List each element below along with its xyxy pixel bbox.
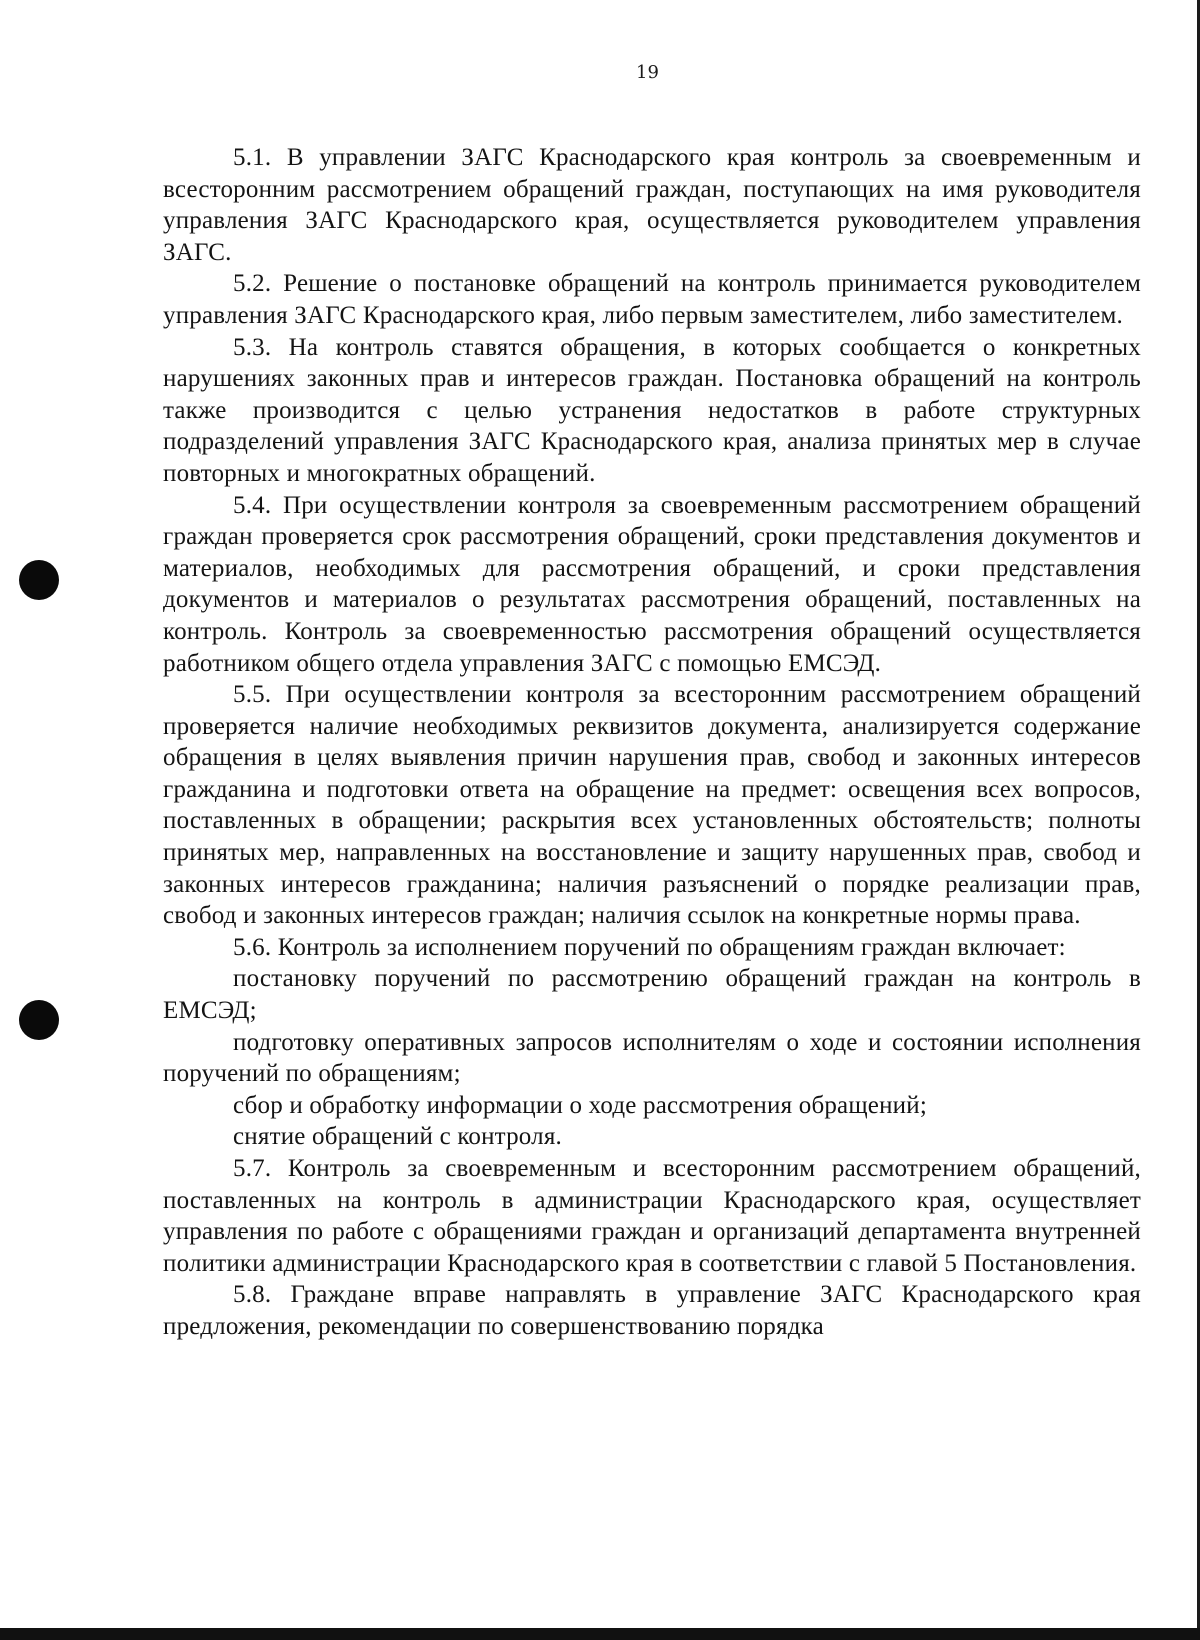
page-number: 19	[636, 62, 659, 83]
paragraph-5-6: 5.6. Контроль за исполнением поручений по обращениям граждан включает:	[233, 933, 1066, 961]
paragraph-5-4: 5.4. При осуществлении контроля за своевременным рассмотрением обращений граждан проверяется срок рассмотрения обращений, сроки представления документов и материалов, необходимых для рассмотрения обращений, и сроки представления документов и материалов о результатах рассмотрения обращений, поставленных на контроль. Контроль за своевременностью рассмотрения обращений осуществляется работником общего отдела управления ЗАГС с помощью ЕМСЭД.	[163, 491, 1141, 677]
punch-hole	[19, 560, 59, 600]
paragraph-5-2: 5.2. Решение о постановке обращений на контроль принимается руководителем управления ЗАГС Краснодарского края, либо первым заместителем, либо заместителем.	[163, 270, 1141, 329]
list-item: постановку поручений по рассмотрению обращений граждан на контроль в ЕМСЭД;	[163, 965, 1141, 1025]
paragraph-5-7: 5.7. Контроль за своевременным и всесторонним рассмотрением обращений, поставленных на контроль в администрации Краснодарского края, осуществляет управления по работе с обращениями граждан и организаций департамента внутренней политики администрации Краснодарского края в соответствии с главой 5 Постановления.	[163, 1155, 1141, 1277]
paragraph-5-8: 5.8. Граждане вправе направлять в управление ЗАГС Краснодарского края предложения, рекомендации по совершенствованию порядка	[163, 1281, 1141, 1340]
list-item: сбор и обработку информации о ходе рассмотрения обращений;	[233, 1091, 927, 1119]
paragraph-5-5: 5.5. При осуществлении контроля за всесторонним рассмотрением обращений проверяется наличие необходимых реквизитов документа, анализируется содержание обращения в целях выявления причин нарушения прав, свобод и законных интересов гражданина и подготовки ответа на обращение на предмет: освещения всех вопросов, поставленных в обращении; раскрытия всех установленных обстоятельств; полноты принятых мер, направленных на восстановление и защиту нарушенных прав, свобод и законных интересов гражданина; наличия разъяснений о порядке реализации прав, свобод и законных интересов граждан; наличия ссылок на конкретные нормы права.	[163, 681, 1141, 930]
paragraph-5-1: 5.1. В управлении ЗАГС Краснодарского края контроль за своевременным и всесторонним рассмотрением обращений граждан, поступающих на имя руководителя управления ЗАГС Краснодарского края, осуществляется руководителем управления ЗАГС.	[163, 144, 1141, 266]
paragraph-5-3: 5.3. На контроль ставятся обращения, в которых сообщается о конкретных нарушениях законных прав и интересов граждан. Постановка обращений на контроль также производится с целью устранения недостатков в работе структурных подразделений управления ЗАГС Краснодарского края, анализа принятых мер в случае повторных и многократных обращений.	[163, 333, 1141, 487]
document-body	[163, 142, 1141, 1343]
list-item: подготовку оперативных запросов исполнителям о ходе и состоянии исполнения поручений по обращениям;	[163, 1028, 1141, 1088]
punch-hole	[19, 1000, 59, 1040]
list-item: снятие обращений с контроля.	[233, 1123, 563, 1151]
scan-edge-bottom	[0, 1628, 1200, 1640]
